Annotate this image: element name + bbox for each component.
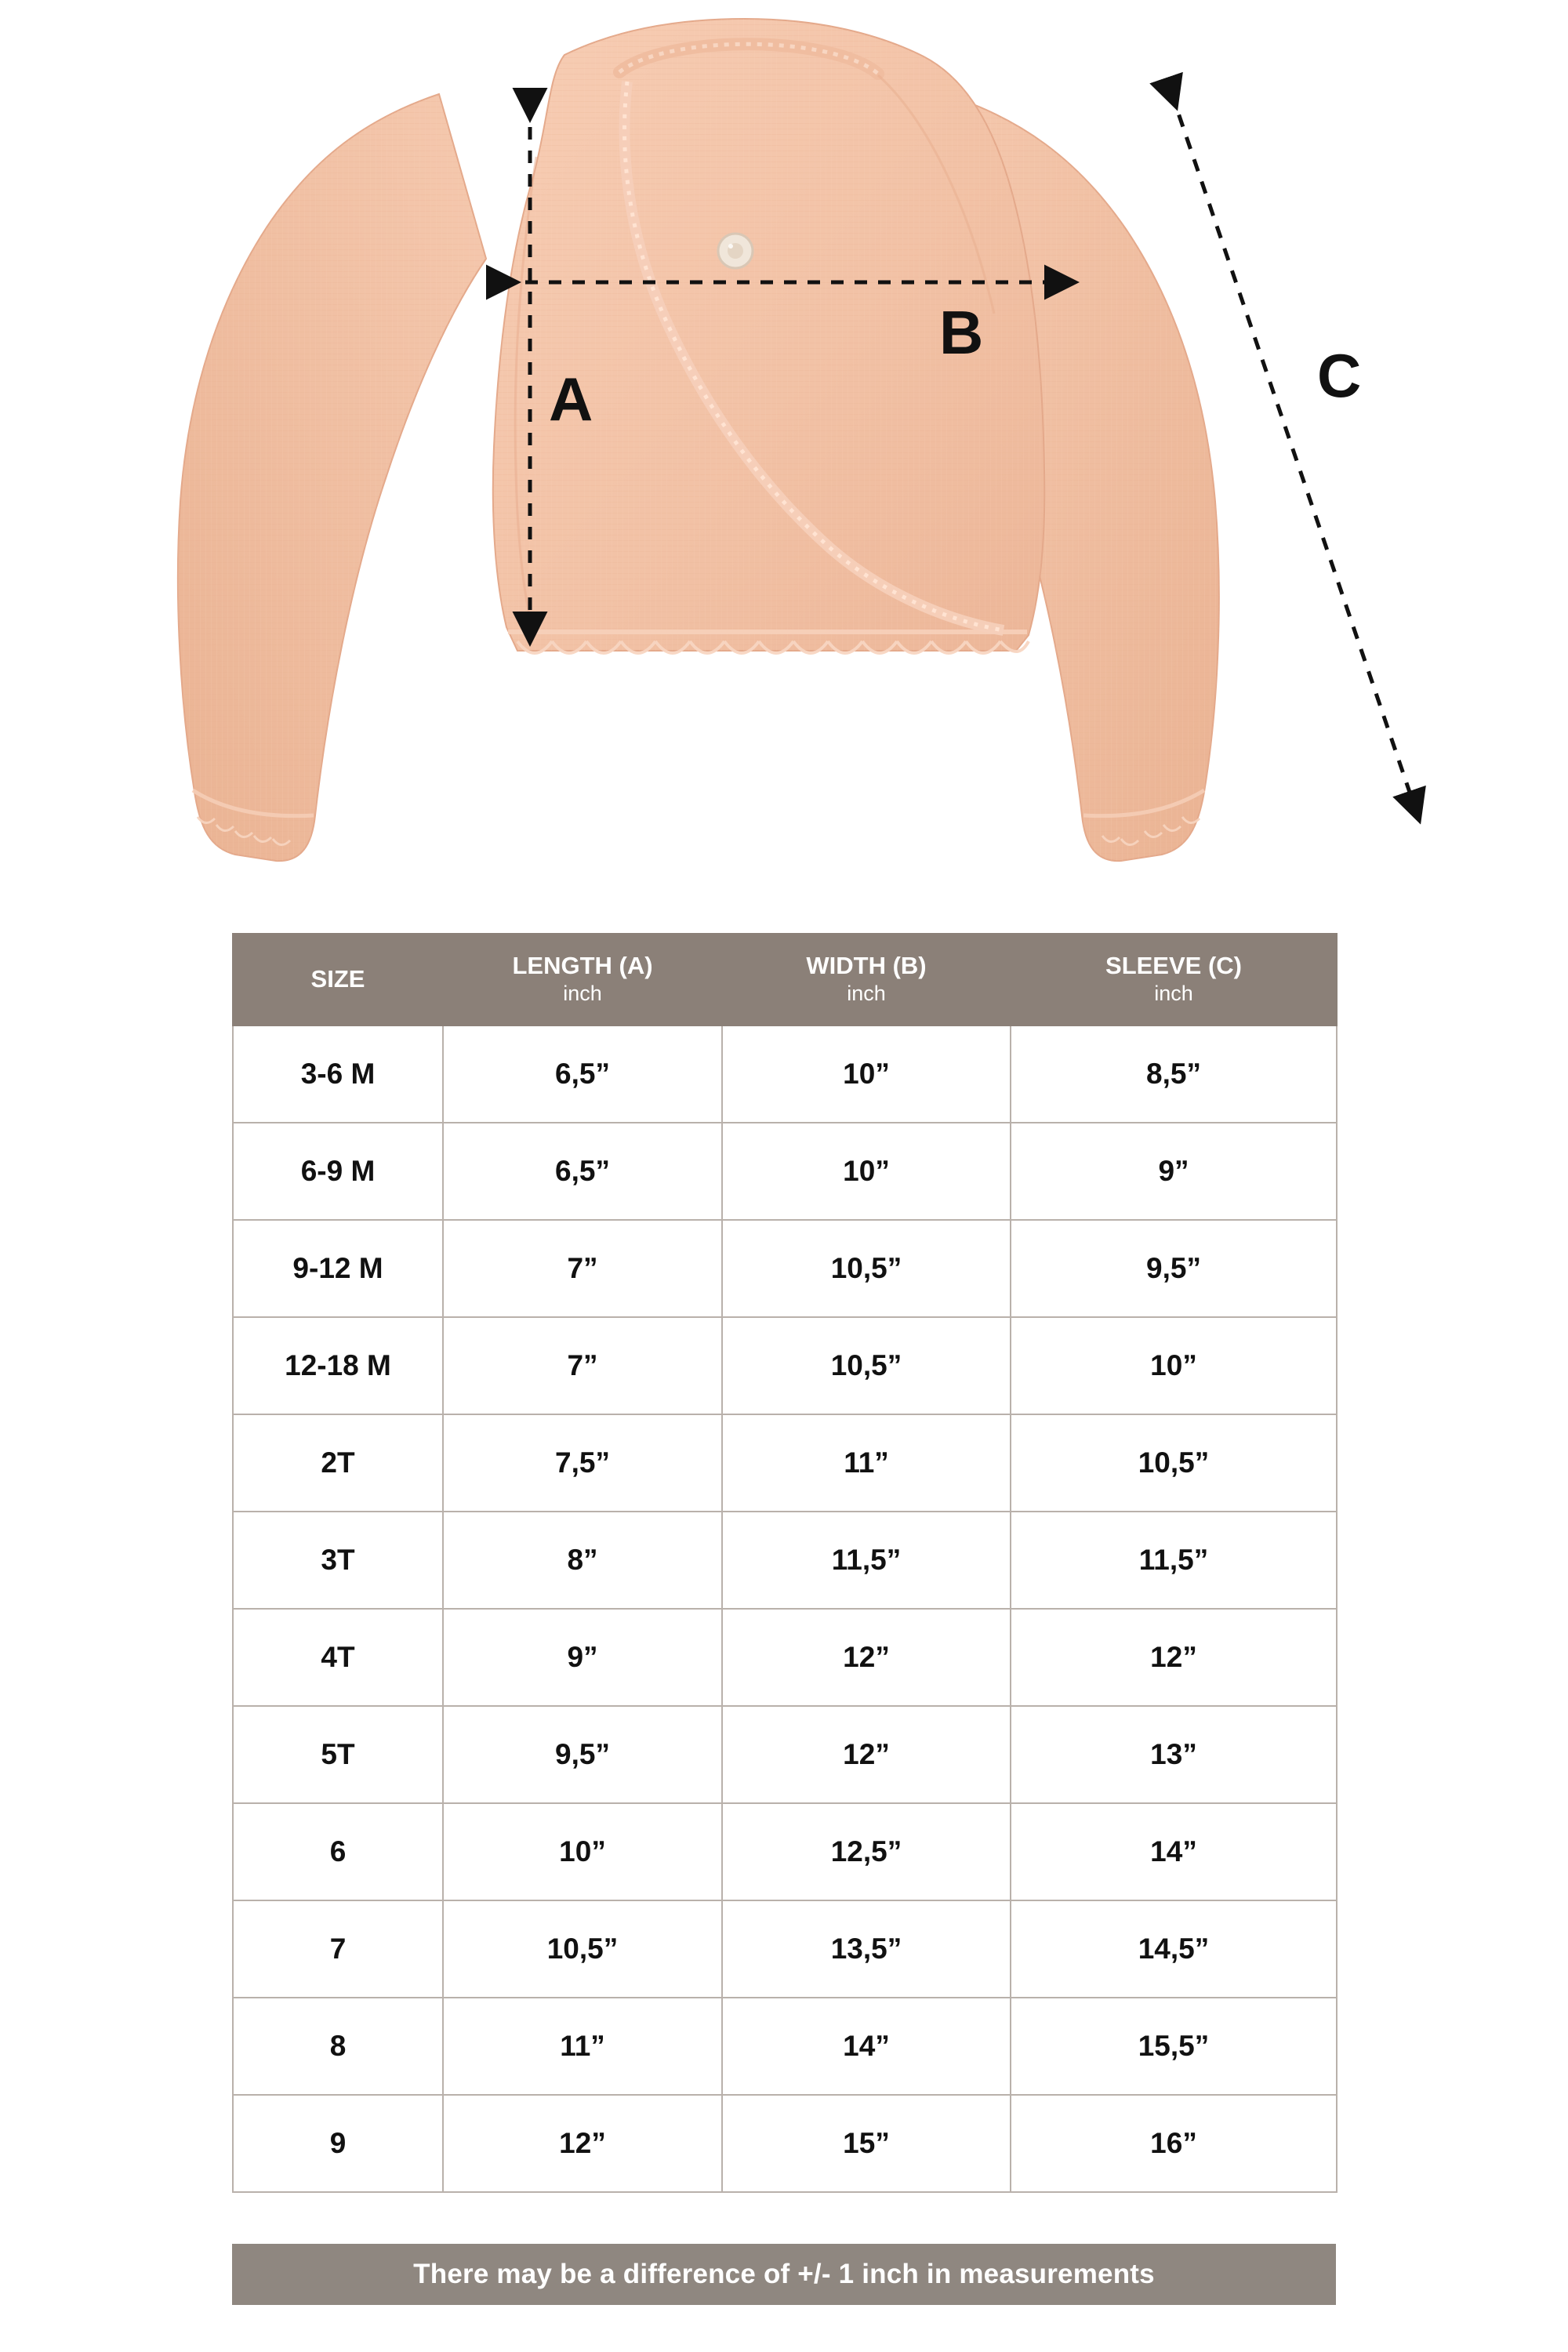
column-header-width-unit: inch <box>847 981 886 1005</box>
cell-size: 3T <box>233 1512 443 1609</box>
cell-sleeve: 11,5” <box>1011 1512 1337 1609</box>
table-row <box>233 2095 1337 2192</box>
cell-length: 10” <box>443 1803 722 1900</box>
table-row <box>233 1998 1337 2095</box>
cell-sleeve: 14,5” <box>1011 1900 1337 1998</box>
cell-length: 9,5” <box>443 1706 722 1803</box>
cell-size: 6-9 M <box>233 1123 443 1220</box>
dimension-label-c: C <box>1317 341 1362 410</box>
cell-length: 7” <box>443 1317 722 1414</box>
table-row <box>233 1900 1337 1998</box>
cell-width: 12” <box>722 1706 1011 1803</box>
table-row <box>233 1220 1337 1317</box>
column-header-sleeve-label: SLEEVE (C) <box>1105 952 1242 979</box>
table-row <box>233 1414 1337 1512</box>
column-header-size-label: SIZE <box>310 964 365 993</box>
cell-width: 12,5” <box>722 1803 1011 1900</box>
cell-sleeve: 13” <box>1011 1706 1337 1803</box>
cell-width: 14” <box>722 1998 1011 2095</box>
cell-length: 8” <box>443 1512 722 1609</box>
measurement-note-text: There may be a difference of +/- 1 inch in measurements <box>413 2259 1155 2289</box>
column-header-width-label: WIDTH (B) <box>806 952 927 979</box>
cell-size: 6 <box>233 1803 443 1900</box>
cell-width: 10,5” <box>722 1317 1011 1414</box>
cell-sleeve: 9,5” <box>1011 1220 1337 1317</box>
cell-width: 10” <box>722 1123 1011 1220</box>
cardigan-illustration-svg <box>0 0 1568 925</box>
cell-length: 12” <box>443 2095 722 2192</box>
cell-length: 7” <box>443 1220 722 1317</box>
cell-width: 15” <box>722 2095 1011 2192</box>
cell-width: 10” <box>722 1025 1011 1123</box>
size-chart-table-wrapper <box>232 933 1336 2193</box>
cell-size: 2T <box>233 1414 443 1512</box>
column-header-sleeve-unit: inch <box>1154 981 1193 1005</box>
dimension-label-a: A <box>549 365 593 434</box>
column-header-size <box>233 934 443 1025</box>
cell-size: 12-18 M <box>233 1317 443 1414</box>
column-header-width <box>722 934 1011 1025</box>
cell-sleeve: 10” <box>1011 1317 1337 1414</box>
table-header-row <box>233 934 1337 1025</box>
table-row <box>233 1123 1337 1220</box>
cell-length: 7,5” <box>443 1414 722 1512</box>
table-body <box>233 1025 1337 2192</box>
cell-sleeve: 10,5” <box>1011 1414 1337 1512</box>
cell-length: 6,5” <box>443 1123 722 1220</box>
cell-length: 11” <box>443 1998 722 2095</box>
cell-sleeve: 15,5” <box>1011 1998 1337 2095</box>
column-header-length-unit: inch <box>563 981 602 1005</box>
column-header-sleeve <box>1011 934 1337 1025</box>
cell-size: 9-12 M <box>233 1220 443 1317</box>
cell-length: 9” <box>443 1609 722 1706</box>
table-row <box>233 1803 1337 1900</box>
cell-width: 11,5” <box>722 1512 1011 1609</box>
cell-size: 4T <box>233 1609 443 1706</box>
table-row <box>233 1512 1337 1609</box>
cell-sleeve: 8,5” <box>1011 1025 1337 1123</box>
button <box>718 234 753 268</box>
garment-illustration <box>0 0 1568 925</box>
cell-width: 10,5” <box>722 1220 1011 1317</box>
cell-width: 12” <box>722 1609 1011 1706</box>
cell-width: 13,5” <box>722 1900 1011 1998</box>
column-header-length-label: LENGTH (A) <box>512 952 653 979</box>
measurement-note-bar <box>232 2244 1336 2305</box>
cell-size: 9 <box>233 2095 443 2192</box>
cell-length: 10,5” <box>443 1900 722 1998</box>
cell-sleeve: 9” <box>1011 1123 1337 1220</box>
cell-size: 7 <box>233 1900 443 1998</box>
column-header-length <box>443 934 722 1025</box>
cell-sleeve: 12” <box>1011 1609 1337 1706</box>
table-header <box>233 934 1337 1025</box>
table-row <box>233 1025 1337 1123</box>
table-row <box>233 1706 1337 1803</box>
dimension-label-b: B <box>939 298 984 367</box>
cell-size: 8 <box>233 1998 443 2095</box>
cell-size: 3-6 M <box>233 1025 443 1123</box>
table-row <box>233 1609 1337 1706</box>
cell-size: 5T <box>233 1706 443 1803</box>
table-row <box>233 1317 1337 1414</box>
cell-sleeve: 14” <box>1011 1803 1337 1900</box>
left-sleeve <box>178 94 486 861</box>
cell-length: 6,5” <box>443 1025 722 1123</box>
size-chart-table <box>232 933 1338 2193</box>
cell-width: 11” <box>722 1414 1011 1512</box>
cell-sleeve: 16” <box>1011 2095 1337 2192</box>
